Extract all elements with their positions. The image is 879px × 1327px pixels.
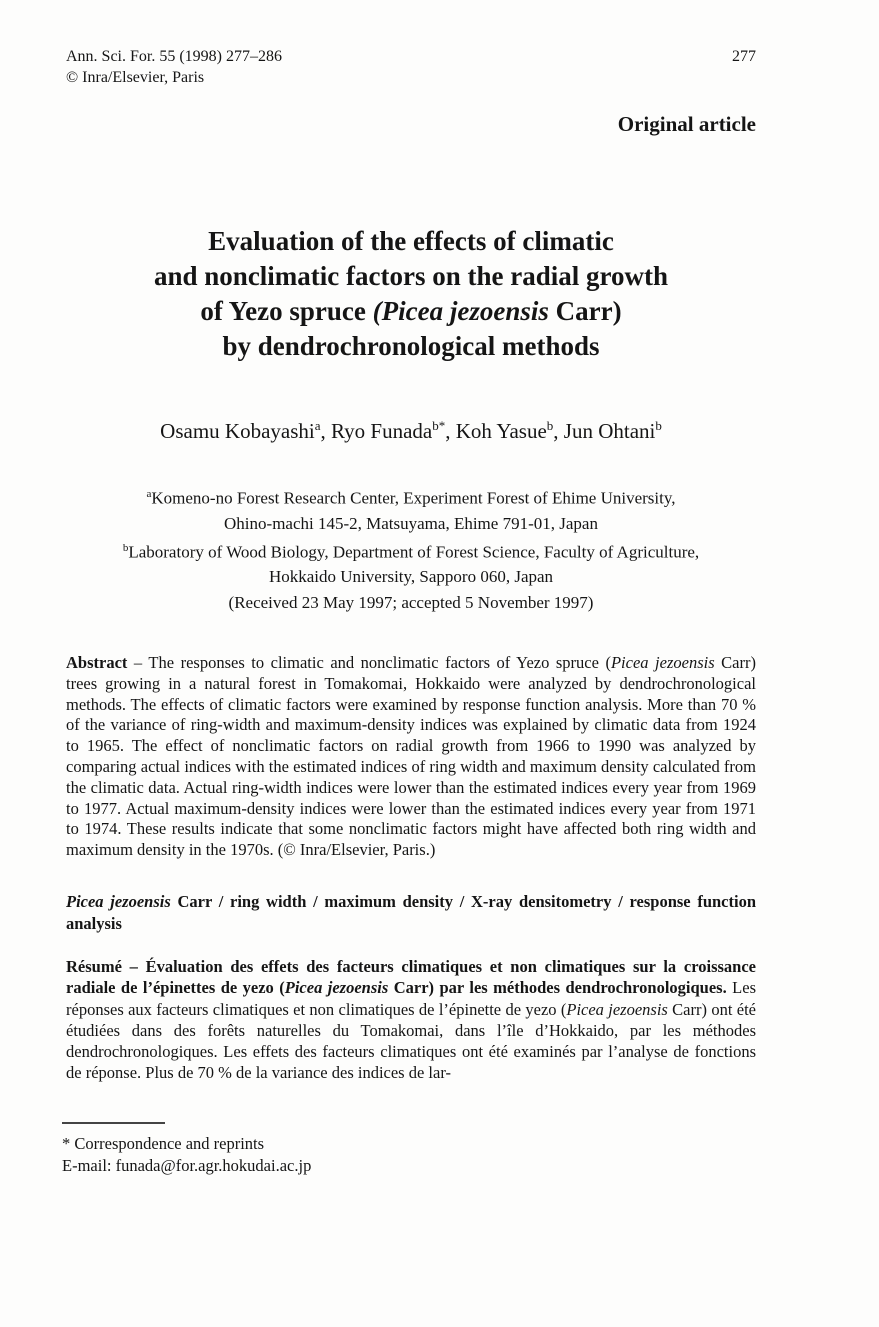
title-line-2: and nonclimatic factors on the radial growth <box>154 261 668 291</box>
affiliations <box>66 482 756 589</box>
resume-body-pre: Les réponses aux facteurs climatiques et non climatiques de l’épinette de yezo ( <box>66 978 757 1019</box>
species-name-italic: Picea jezoensis <box>284 978 389 998</box>
correspondence-note: * Correspondence and reprints <box>62 1134 265 1153</box>
affiliation-b-line-2: Hokkaido University, Sapporo 060, Japan <box>268 567 554 587</box>
species-name-italic: Picea jezoensis <box>610 653 715 672</box>
resume-heading-pre: Évaluation des effets des facteurs climatiques et non climatiques sur la croissance radiale de l’épinettes de yezo ( <box>66 957 757 998</box>
title-line-1: Evaluation of the effects of climatic <box>208 226 614 256</box>
affiliation-a-line-2: Ohino-machi 145-2, Matsuyama, Ehime 791-01, Japan <box>224 513 598 533</box>
article-type-label: Original article <box>617 112 756 136</box>
author-4-affmark: b <box>655 418 662 433</box>
author-1-name: Osamu Kobayashi <box>160 419 315 443</box>
keywords-species-italic: Picea jezoensis <box>66 892 171 911</box>
resume-heading <box>66 957 756 997</box>
resume-label: Résumé <box>66 957 122 976</box>
author-1-affmark: a <box>314 418 321 433</box>
abstract-dash: – <box>127 653 149 672</box>
abstract-label: Abstract <box>66 653 128 672</box>
title-line-3 <box>44 294 778 329</box>
author-1 <box>160 419 331 443</box>
copyright-line: © Inra/Elsevier, Paris <box>66 69 205 86</box>
masthead <box>66 46 756 88</box>
resume-paragraph <box>66 956 756 1084</box>
masthead-left <box>66 46 282 88</box>
author-2-affmark: b* <box>432 418 446 433</box>
affiliation-b-text: Laboratory of Wood Biology, Department of Forest Science, Faculty of Agriculture, <box>128 542 700 562</box>
affiliation-b-line-1 <box>66 536 756 565</box>
footnote <box>62 1122 752 1177</box>
author-3 <box>456 419 564 443</box>
author-2-name: Ryo Funada <box>331 419 433 443</box>
keywords-line <box>66 891 756 935</box>
email-label: E-mail: <box>62 1156 116 1175</box>
author-4-name: Jun Ohtani <box>563 419 656 443</box>
author-4 <box>564 419 662 443</box>
affiliation-a-text: Komeno-no Forest Research Center, Experiment Forest of Ehime University, <box>151 488 676 508</box>
page-number: 277 <box>732 48 756 65</box>
author-2 <box>331 419 456 443</box>
article-title <box>44 224 778 364</box>
author-separator: , <box>320 419 331 443</box>
journal-reference: Ann. Sci. For. 55 (1998) 277–286 <box>66 48 282 65</box>
author-3-affmark: b <box>546 418 554 433</box>
author-separator: , <box>445 419 456 443</box>
resume-body-post: Carr) ont été étudiées dans des forêts naturelles du Tomakomai, dans l’île d’Hokkaido, par les méthodes dendrochronologiques. Les effets des facteurs climatiques ont été examinés par l’analyse de fonctions de réponse. Plus de 70 % de la variance des indices de lar- <box>66 999 756 1083</box>
species-name-italic: Picea jezoensis <box>566 999 668 1019</box>
author-separator: , <box>553 419 564 443</box>
affiliation-b-mark: b <box>122 541 129 554</box>
affiliation-a-line-1 <box>66 482 756 511</box>
title-line-3-end: Carr) <box>548 296 622 326</box>
title-line-4: by dendrochronological methods <box>222 331 600 361</box>
abstract-text-pre: The responses to climatic and nonclimatic factors of Yezo spruce ( <box>148 653 611 672</box>
species-name-italic: (Picea jezoensis <box>372 296 549 326</box>
received-accepted-line: (Received 23 May 1997; accepted 5 November 1997) <box>228 593 594 612</box>
keywords-rest: Carr / ring width / maximum density / X-ray densitometry / response function analysis <box>66 892 756 933</box>
footnote-rule <box>62 1122 165 1124</box>
author-3-name: Koh Yasue <box>455 419 547 443</box>
resume-dash: – <box>121 957 146 976</box>
authors-line <box>66 418 756 444</box>
abstract-text-post: Carr) trees growing in a natural forest in Tomakomai, Hokkaido were analyzed by dendrochronological methods. The effects of climatic factors were examined by response function analysis. More than 70 % of the variance of ring-width and maximum-density indices was explained by climatic data from 1924 to 1965. The effect of nonclimatic factors on radial growth from 1966 to 1990 was analyzed by comparing actual indices with the estimated indices of ring width and maximum density calculated from the climatic data. Actual ring-width indices were lower than the estimated indices every year from 1969 to 1977. Actual maximum-density indices were lower than the estimated indices every year from 1971 to 1974. These results indicate that some nonclimatic factors might have affected both ring width and maximum density in the 1970s. (© Inra/Elsevier, Paris.) <box>66 653 756 860</box>
title-line-3-text: of Yezo spruce <box>200 296 373 326</box>
resume-heading-post: Carr) par les méthodes dendrochronologiques. <box>388 978 727 998</box>
abstract-paragraph <box>66 653 756 861</box>
affiliation-a-mark: a <box>146 488 152 500</box>
email-address: funada@for.agr.hokudai.ac.jp <box>115 1156 312 1175</box>
email-line <box>62 1155 752 1177</box>
